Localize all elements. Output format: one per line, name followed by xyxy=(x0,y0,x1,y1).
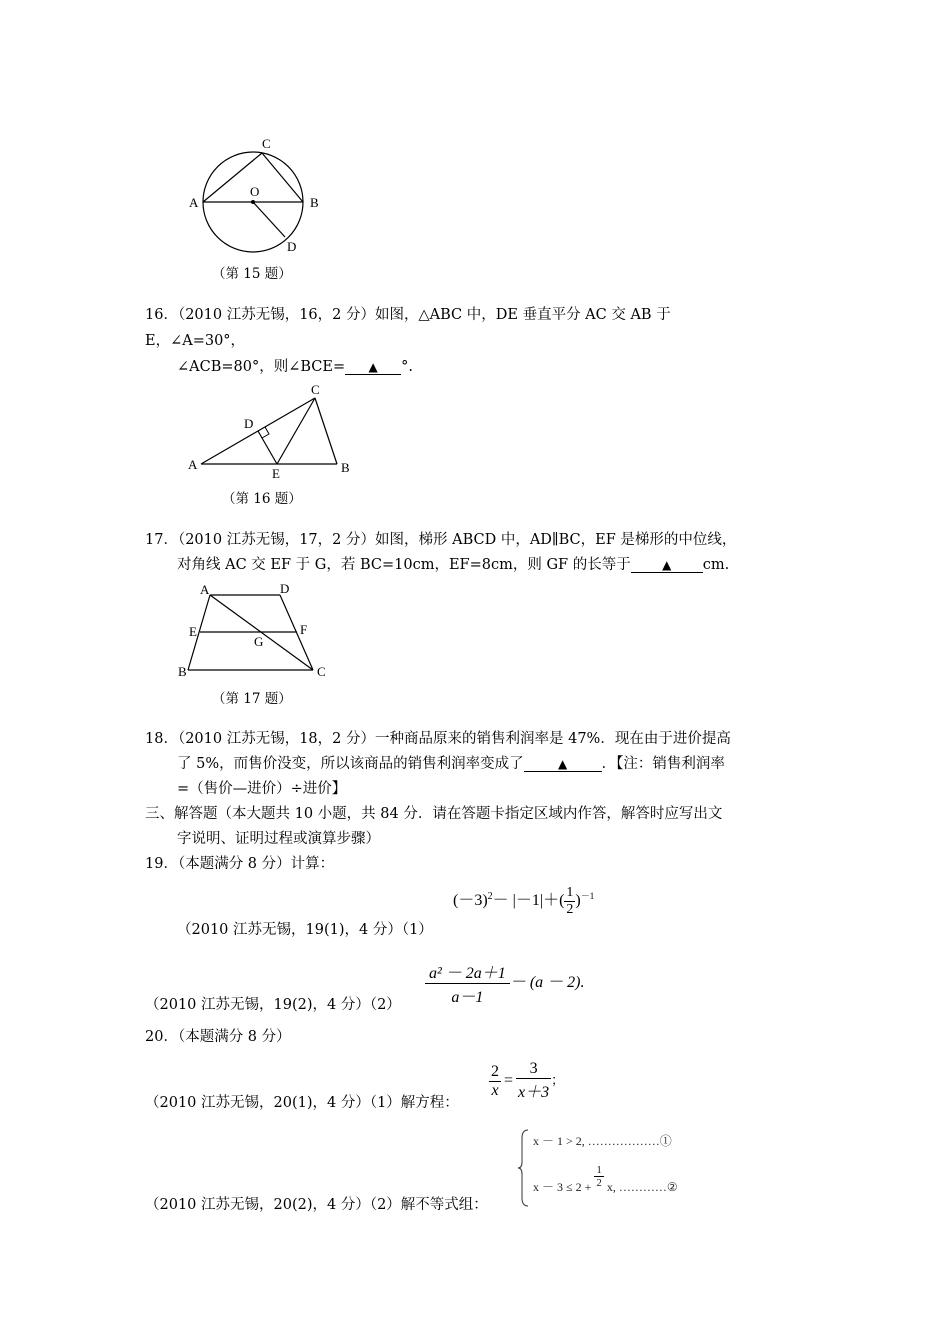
q20-ineq2-a: x － 3 ≤ 2 + xyxy=(533,1180,592,1195)
fig15-label-d: D xyxy=(287,239,297,254)
q19-part1-label: （2010 江苏无锡，19(1)，4 分）（1） xyxy=(177,922,433,938)
q16-answer-blank: ▲ xyxy=(345,360,401,375)
q16-line3-post: °. xyxy=(401,359,413,375)
fig15-label-b: B xyxy=(310,195,319,210)
fig16-label-a: A xyxy=(188,457,198,472)
q20-p1-right-num: 3 xyxy=(516,1060,551,1079)
q19-part2-expression xyxy=(425,960,584,1007)
q20-ineq2-fraction xyxy=(594,1164,604,1189)
figure-17 xyxy=(170,580,340,680)
q19-p1-frac-num: 1 xyxy=(566,885,574,900)
figure-15-caption: （第 15 题） xyxy=(212,266,292,282)
q18-line1: 18．（2010 江苏无锡，18，2 分）一种商品原来的销售利润率是 47%．现在由于进价提高 xyxy=(145,731,731,747)
figure-15 xyxy=(180,130,340,260)
q18-line2-pre: 了 5%，而售价没变，所以该商品的销售利润率变成了 xyxy=(177,756,524,772)
q20-part1-label: （2010 江苏无锡，20(1)，4 分）（1）解方程： xyxy=(145,1095,459,1111)
fig15-label-c: C xyxy=(262,136,271,151)
figure-16-caption: （第 16 题） xyxy=(222,491,302,507)
q16-line2: E，∠A=30°， xyxy=(145,333,246,349)
fig16-label-e: E xyxy=(272,466,280,481)
fig17-label-b: B xyxy=(178,664,187,679)
q20-p1-right-fraction xyxy=(516,1060,551,1102)
fig15-label-a: A xyxy=(189,195,199,210)
q20-p1-eq: = xyxy=(504,1071,514,1089)
q18-line2-post: ．【注：销售利润率 xyxy=(601,756,725,772)
fig16-label-c: C xyxy=(311,382,320,397)
q20-part1-equation xyxy=(489,1060,564,1102)
q18-line2 xyxy=(177,752,725,773)
q16-line1: 16．（2010 江苏无锡，16，2 分）如图，△ABC 中，DE 垂直平分 AC 交 AB 于 xyxy=(145,307,671,323)
fig17-label-d: D xyxy=(280,581,290,596)
q20-part2-label: （2010 江苏无锡，20(2)，4 分）（2）解不等式组： xyxy=(145,1197,488,1213)
q19-p2-fraction xyxy=(425,960,510,1007)
q19-part1-expression xyxy=(453,885,594,918)
q19-p1-b: － |－1|＋( xyxy=(492,892,565,910)
q17-line1: 17．（2010 江苏无锡，17，2 分）如图，梯形 ABCD 中，AD∥BC，EF 是梯形的中位线， xyxy=(145,532,737,548)
q20-ineq2-num: 1 xyxy=(596,1164,602,1176)
q20-p1-left-num: 2 xyxy=(491,1062,499,1080)
q17-line2 xyxy=(177,553,729,574)
q19-p2-num: a² － 2a＋1 xyxy=(425,960,510,984)
fig17-label-g: G xyxy=(254,634,264,649)
q19-part2-label: （2010 江苏无锡，19(2)，4 分）（2） xyxy=(145,997,401,1013)
q19-p2-den: a－1 xyxy=(451,989,484,1006)
q20-ineq2 xyxy=(533,1164,678,1195)
q18-answer-blank: ▲ xyxy=(524,757,602,772)
fig15-label-o: O xyxy=(250,184,260,199)
section3-heading-line2: 字说明、证明过程或演算步骤） xyxy=(177,831,380,847)
q19-title: 19．（本题满分 8 分）计算： xyxy=(145,856,335,872)
q16-line3 xyxy=(177,355,413,376)
q20-ineq1: x － 1 > 2, ………………① xyxy=(533,1134,672,1148)
fig17-label-e: E xyxy=(189,624,197,639)
fig17-label-f: F xyxy=(300,622,308,637)
figure-17-caption: （第 17 题） xyxy=(212,691,292,707)
q20-p1-right-den: x＋3 xyxy=(518,1084,550,1101)
q19-p1-a: (－3) xyxy=(453,892,488,910)
q20-ineq2-b: x, …………② xyxy=(606,1180,678,1195)
left-brace-icon xyxy=(517,1128,531,1208)
figure-17-diagram xyxy=(170,580,340,680)
q17-answer-blank: ▲ xyxy=(631,558,703,573)
q19-p1-c: ) xyxy=(575,892,581,910)
q16-line3-pre: ∠ACB=80°，则∠BCE= xyxy=(177,359,346,375)
q20-p1-left-fraction xyxy=(489,1063,501,1100)
figure-16-diagram xyxy=(183,380,363,485)
q20-inequality-system xyxy=(517,1128,727,1208)
q17-line2-pre: 对角线 AC 交 EF 于 G，若 BC=10cm，EF=8cm，则 GF 的长等于 xyxy=(177,557,631,573)
q20-p1-left-den: x xyxy=(491,1081,499,1099)
q19-p2-tail: － (a － 2). xyxy=(509,974,585,992)
fig17-label-a: A xyxy=(200,582,210,597)
fig17-label-c: C xyxy=(317,664,326,679)
figure-16 xyxy=(183,380,363,485)
fig16-label-b: B xyxy=(341,460,350,475)
q19-p1-sup-neg1: －1 xyxy=(580,890,595,901)
q20-p1-end: ； xyxy=(551,1072,565,1088)
q19-p1-sup2: 2 xyxy=(487,890,493,902)
q19-p1-frac-den: 2 xyxy=(566,902,574,917)
fig16-label-d: D xyxy=(244,416,254,431)
q20-ineq2-den: 2 xyxy=(596,1177,602,1189)
figure-15-diagram xyxy=(180,130,340,260)
q17-line2-post: cm. xyxy=(702,557,730,573)
q19-p1-fraction xyxy=(564,885,575,918)
q20-title: 20．（本题满分 8 分） xyxy=(145,1029,291,1045)
q18-line3: =（售价—进价）÷进价】 xyxy=(177,781,347,797)
section3-heading-line1: 三、解答题（本大题共 10 小题，共 84 分．请在答题卡指定区域内作答，解答时应写出文 xyxy=(145,806,723,822)
